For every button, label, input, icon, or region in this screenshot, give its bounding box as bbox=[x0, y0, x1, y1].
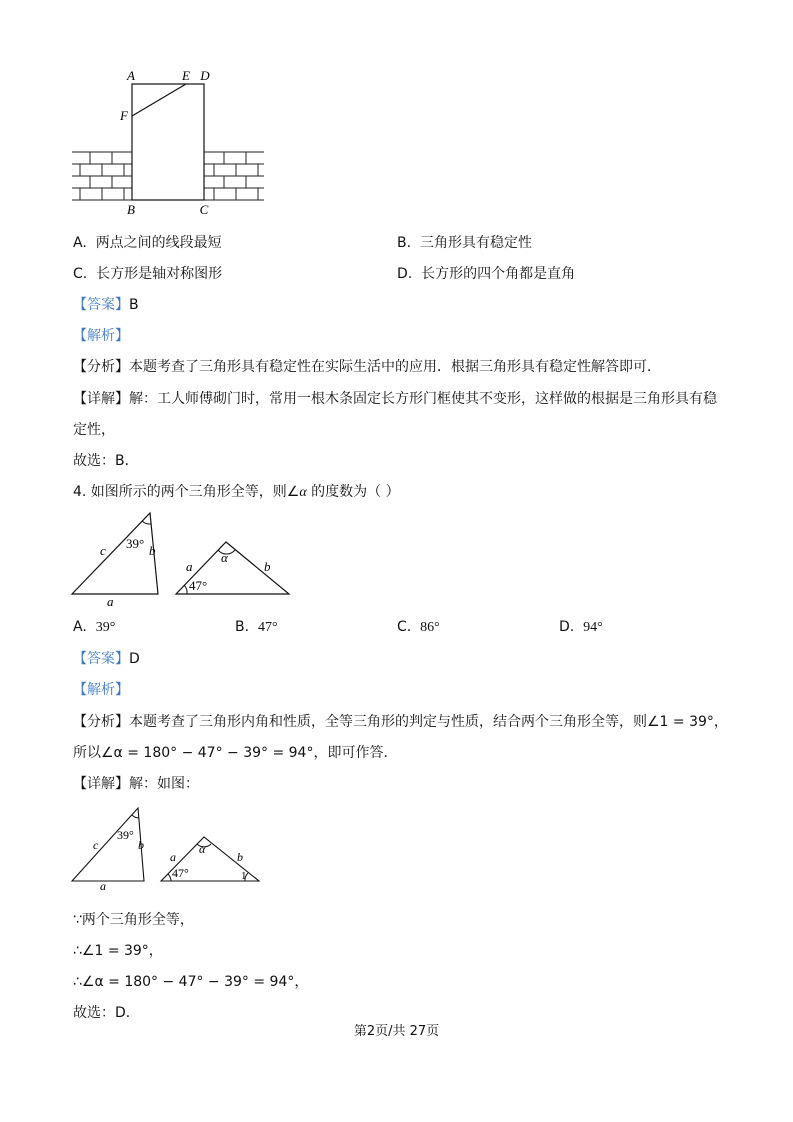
label-a-2: a bbox=[100, 879, 106, 893]
q4-triangles-figure bbox=[60, 505, 310, 610]
label-39: 39° bbox=[126, 536, 145, 551]
q4-fenxi: 【分析】本题考查了三角形内角和性质，全等三角形的判定与性质，结合两个三角形全等，则∠1 = 39°， bbox=[73, 714, 728, 730]
answer-tag: 【答案】 bbox=[73, 297, 129, 313]
q4-solution-figure bbox=[60, 800, 270, 895]
label-1: 1 bbox=[241, 870, 247, 882]
q3-detail-line2: 定性， bbox=[73, 422, 115, 438]
label-c-2: c bbox=[93, 838, 99, 852]
label-b2: b bbox=[264, 559, 271, 574]
q4-detail: 【详解】解：如图： bbox=[73, 776, 199, 792]
label-b-2: b bbox=[138, 838, 144, 852]
label-alpha: α bbox=[221, 550, 228, 565]
label-b: b bbox=[149, 543, 156, 558]
label-F: F bbox=[120, 108, 128, 123]
angle-arc-47 bbox=[184, 585, 187, 594]
q4-option-d: D. 94° bbox=[559, 619, 603, 635]
wooden-brace bbox=[132, 84, 186, 116]
triangle-left-2 bbox=[72, 808, 144, 881]
label-39-2: 39° bbox=[117, 828, 134, 842]
q3-fenxi: 【分析】本题考查了三角形具有稳定性在实际生活中的应用．根据三角形具有稳定性解答即可． bbox=[73, 359, 661, 375]
label-a2-2: a bbox=[170, 850, 176, 864]
label-A: A bbox=[127, 68, 135, 83]
q3-option-c: C. 长方形是轴对称图形 bbox=[73, 266, 223, 282]
q4-option-a: A. 39° bbox=[73, 619, 116, 635]
triangle-left bbox=[72, 513, 158, 594]
q4-conclusion: 故选：D． bbox=[73, 1005, 140, 1021]
q3-answer: 【答案】B bbox=[73, 297, 139, 313]
q4-analysis-tag: 【解析】 bbox=[73, 682, 129, 698]
q4-option-b: B. 47° bbox=[235, 619, 278, 635]
label-D: D bbox=[200, 68, 210, 83]
label-alpha-2: α bbox=[199, 842, 206, 856]
label-47-2: 47° bbox=[172, 866, 189, 880]
q3-option-a: A. 两点之间的线段最短 bbox=[73, 235, 222, 251]
right-brick-wall bbox=[204, 152, 264, 200]
q4-stem: 4. 如图所示的两个三角形全等，则∠α 的度数为（ ） bbox=[73, 484, 400, 500]
q4-step1: ∴∠1 = 39°， bbox=[73, 943, 163, 959]
answer-tag: 【答案】 bbox=[73, 651, 129, 667]
angle-arc-39-2 bbox=[132, 815, 139, 818]
label-47: 47° bbox=[189, 578, 208, 593]
page-footer: 第2页/共 27页 bbox=[353, 1024, 440, 1039]
q3-option-d: D. 长方形的四个角都是直角 bbox=[397, 266, 576, 282]
q4-fenxi-line2: 所以∠α = 180° − 47° − 39° = 94°，即可作答． bbox=[73, 745, 398, 761]
label-B: B bbox=[127, 202, 135, 217]
angle-arc-47-2 bbox=[168, 874, 171, 881]
label-E: E bbox=[182, 68, 190, 83]
label-b2-2: b bbox=[237, 850, 243, 864]
q3-detail-line1: 【详解】解：工人师傅砌门时，常用一根木条固定长方形门框使其不变形，这样做的根据是三角形具有稳 bbox=[73, 391, 717, 407]
q4-step2: ∴∠α = 180° − 47° − 39° = 94°， bbox=[73, 974, 309, 990]
door-frame-figure bbox=[60, 60, 280, 225]
label-C: C bbox=[199, 202, 209, 217]
q4-because: ∵两个三角形全等， bbox=[73, 912, 194, 928]
q3-conclusion: 故选：B． bbox=[73, 453, 139, 469]
label-a: a bbox=[107, 594, 114, 609]
q4-answer: 【答案】D bbox=[73, 651, 140, 667]
angle-arc-39 bbox=[142, 521, 151, 524]
q3-analysis-tag: 【解析】 bbox=[73, 328, 129, 344]
q3-option-b: B. 三角形具有稳定性 bbox=[397, 235, 532, 251]
label-a2: a bbox=[186, 559, 193, 574]
door-frame bbox=[132, 84, 204, 200]
left-brick-wall bbox=[72, 152, 132, 200]
label-c: c bbox=[100, 543, 106, 558]
q4-option-c: C. 86° bbox=[397, 619, 440, 635]
